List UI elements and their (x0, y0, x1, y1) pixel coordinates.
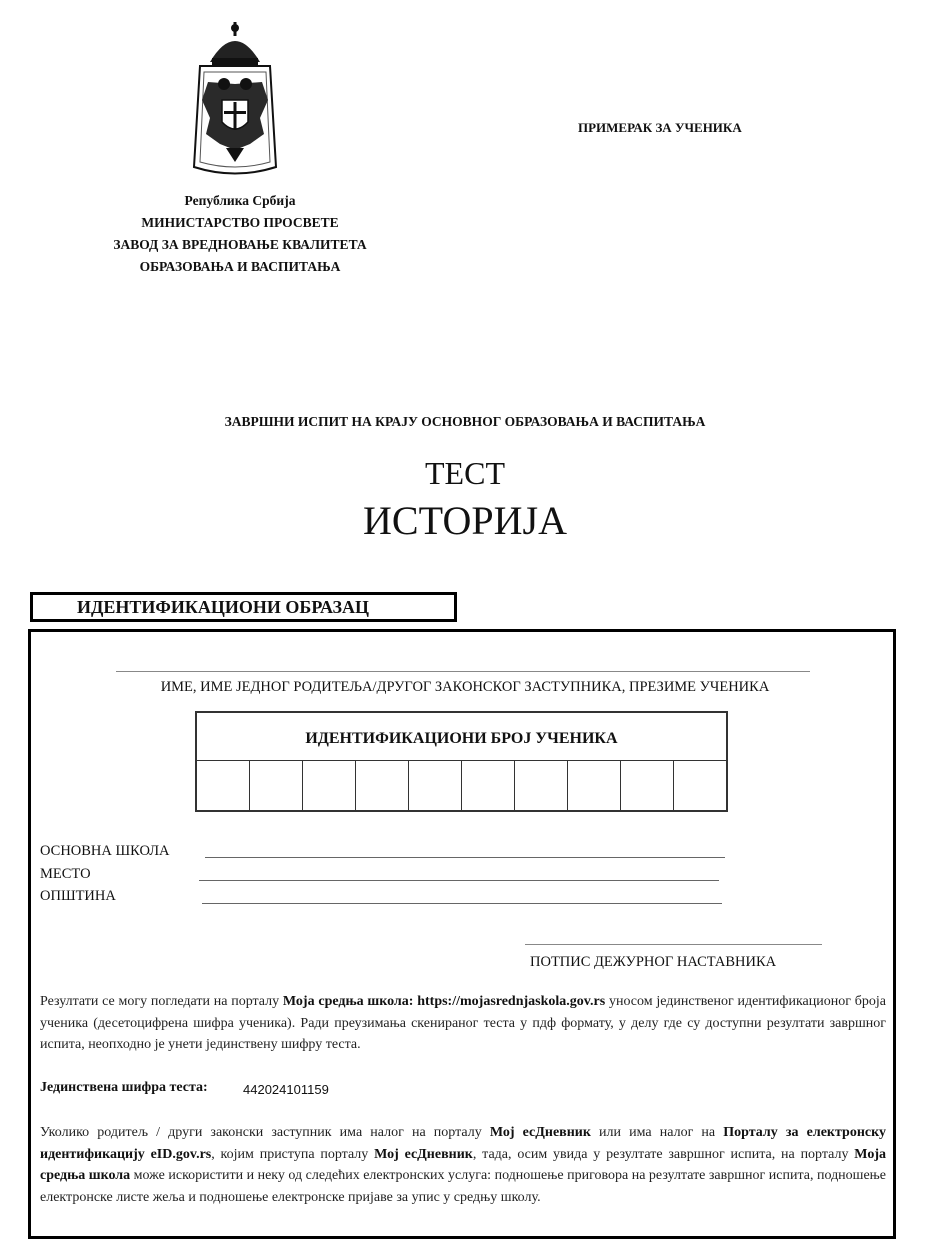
name-label: ИМЕ, ИМЕ ЈЕДНОГ РОДИТЕЉА/ДРУГОГ ЗАКОНСКОГ ЗАСТУПНИКА, ПРЕЗИМЕ УЧЕНИКА (160, 679, 770, 695)
id-digit-cell[interactable] (356, 761, 409, 810)
id-digit-cell[interactable] (674, 761, 726, 810)
unique-code-label: Јединствена шифра теста: (40, 1080, 208, 1095)
school-label: ОСНОВНА ШКОЛА (40, 843, 170, 859)
issuer-block (60, 190, 420, 278)
municipality-input-line[interactable] (202, 903, 722, 904)
eid-portal: Порталу за електронску идентификацију eID.gov.rs (40, 1125, 886, 1162)
unique-code-value: 442024101159 (243, 1082, 329, 1097)
id-digit-cell[interactable] (197, 761, 250, 810)
test-word: ТЕСТ (425, 455, 505, 491)
srednja-skola-portal: Моја средња школа (40, 1146, 886, 1183)
id-digit-cell[interactable] (515, 761, 568, 810)
esdnevnik-portal: Мој есДневник (489, 1125, 591, 1140)
id-digit-cell[interactable] (462, 761, 515, 810)
issuer-line: Република Србија (184, 193, 296, 208)
id-digit-cell[interactable] (250, 761, 303, 810)
subject-title: ИСТОРИЈА (363, 498, 567, 543)
student-id-cells (197, 761, 726, 810)
id-digit-cell[interactable] (621, 761, 674, 810)
student-id-label: ИДЕНТИФИКАЦИОНИ БРОЈ УЧЕНИКА (197, 713, 726, 761)
place-input-line[interactable] (199, 880, 719, 881)
coat-of-arms-icon (190, 22, 280, 180)
esdnevnik-portal: Мој есДневник (374, 1146, 473, 1162)
issuer-line: ЗАВОД ЗА ВРЕДНОВАЊЕ КВАЛИТЕТА (113, 237, 367, 252)
results-paragraph: Резултати се могу погледати на порталу Моја средња школа: https://mojasrednjaskola.gov.rs уносом јединственог идентификационог броја ученика (десетоцифрена шифра ученика). Ради преузимања скенираног теста у пдф формату, у делу где су доступни резултати завршног испита, неопходно је унети јединствену шифру теста. (40, 994, 886, 1052)
issuer-line: МИНИСТАРСТВО ПРОСВЕТЕ (141, 215, 339, 230)
parent-paragraph: Уколико родитељ / други законски заступник има налог на порталу Мој есДневник или има налог на Порталу за електронску идентификацију eID.gov.rs, којим приступа порталу Мој есДневник, тада, осим увида у резултате завршног испита, на порталу Моја средња школа може искористити и неку од следећих електронских услуга: подношење приговора на резултате завршног испита, подношење електронске листе жеља и подношење електронске пријаве за упис у средњу школу. (40, 1125, 887, 1205)
exam-title: ЗАВРШНИ ИСПИТ НА КРАЈУ ОСНОВНОГ ОБРАЗОВАЊА И ВАСПИТАЊА (224, 414, 706, 429)
name-input-line[interactable] (116, 671, 810, 672)
place-label: МЕСТО (40, 866, 91, 882)
id-digit-cell[interactable] (409, 761, 462, 810)
issuer-line: ОБРАЗОВАЊА И ВАСПИТАЊА (139, 259, 341, 274)
results-portal-link[interactable]: Моја средња школа: https://mojasrednjaskola.gov.rs (282, 994, 606, 1009)
municipality-label: ОПШТИНА (40, 888, 116, 904)
id-digit-cell[interactable] (303, 761, 356, 810)
signature-line[interactable] (525, 944, 822, 945)
id-digit-cell[interactable] (568, 761, 621, 810)
school-input-line[interactable] (205, 857, 725, 858)
form-title: ИДЕНТИФИКАЦИОНИ ОБРАЗАЦ (30, 592, 457, 622)
signature-label: ПОТПИС ДЕЖУРНОГ НАСТАВНИКА (530, 954, 777, 970)
student-id-box (195, 711, 728, 812)
copy-label: ПРИМЕРАК ЗА УЧЕНИКА (578, 120, 742, 135)
